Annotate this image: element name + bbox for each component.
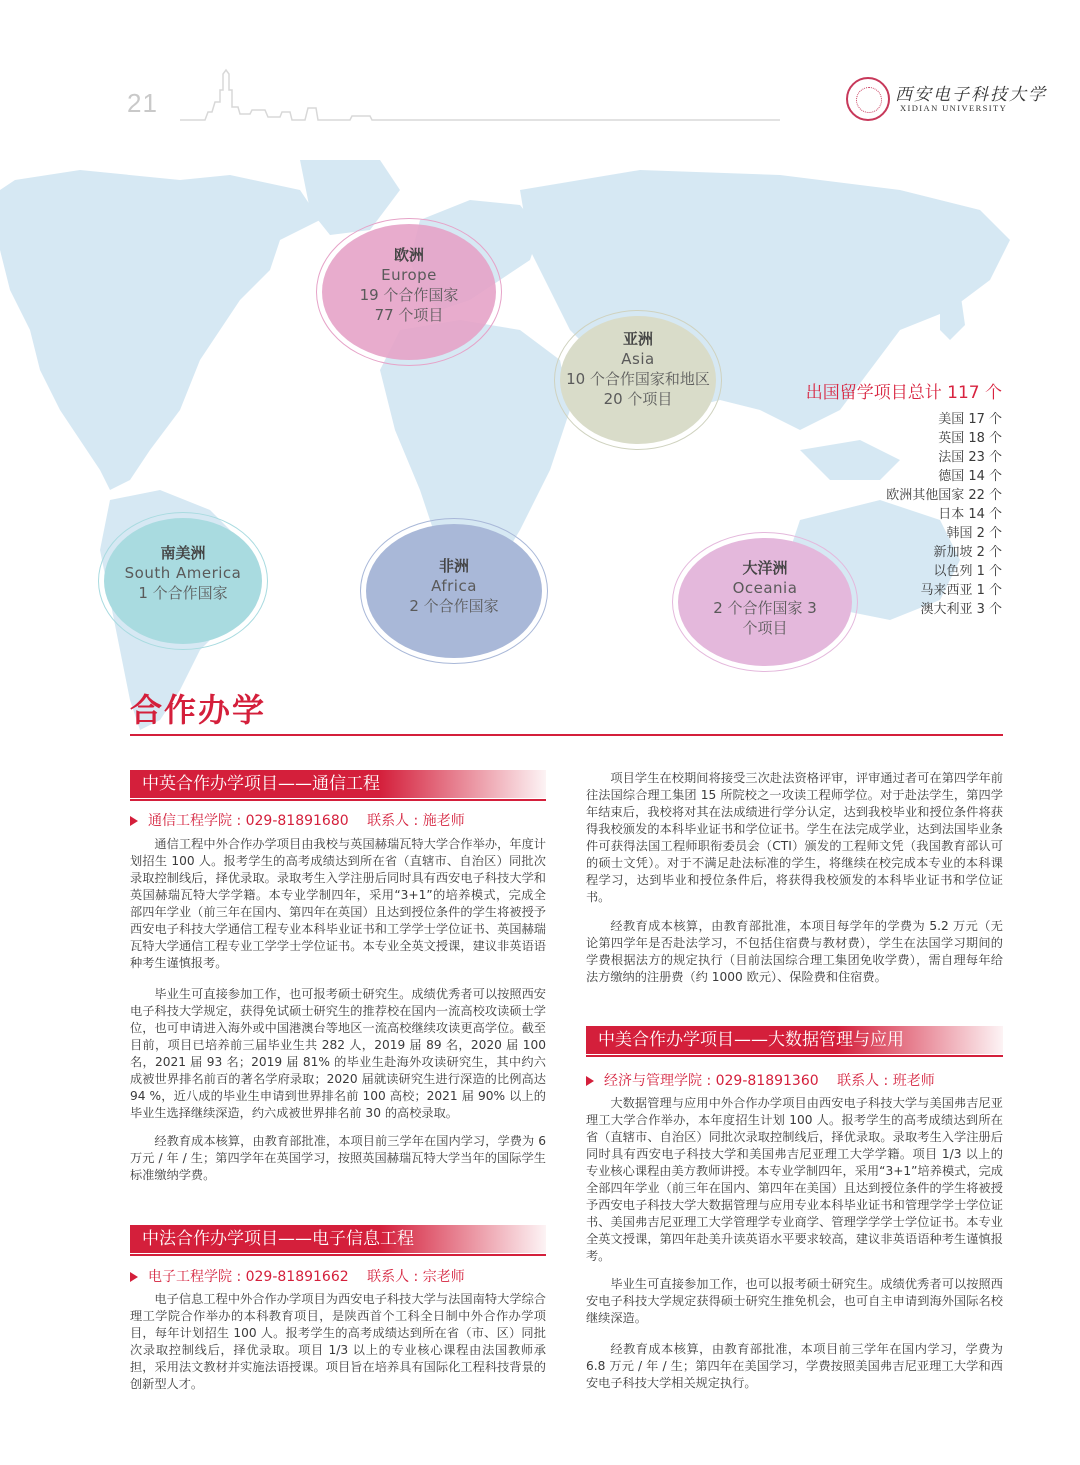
summary-item: 日本 14 个 — [938, 507, 1002, 522]
europe-en: Europe — [381, 266, 437, 284]
program-fr-para-3: 经教育成本核算，由教育部批准，本项目每学年的学费为 5.2 万元（无论第四学年是否赴法学习，不包括住宿费与教材费），学生在法国学习期间的学费根据法方的规定执行（目前法国综合理工集团免收学费），需自理每年给法方缴纳的注册费（约 1000 欧元）、保险费和住宿费。 — [586, 919, 1003, 984]
oceania-title: 大洋洲 — [742, 559, 788, 577]
university-name-cn: 西安电子科技大学 — [895, 85, 1047, 105]
summary-item: 以色列 1 个 — [933, 564, 1002, 579]
program-fr-contact — [130, 1266, 465, 1286]
program-us-title: 中美合作办学项目——大数据管理与应用 — [586, 1026, 1003, 1054]
oceania-countries: 2 个合作国家 3 — [713, 599, 817, 617]
asia-bubble — [554, 310, 722, 450]
south-america-title: 南美洲 — [160, 544, 206, 562]
africa-bubble — [360, 518, 548, 664]
program-uk-title: 中英合作办学项目——通信工程 — [130, 770, 546, 798]
africa-countries: 2 个合作国家 — [409, 597, 499, 615]
program-uk-para-2: 毕业生可直接参加工作，也可报考硕士研究生。成绩优秀者可以按照西安电子科技大学规定，获得免试硕士研究生的推荐校在国内一流高校攻读硕士学位，也可申请进入海外或中国港澳台等地区一流高校继续攻读更高学位。截至目前，项目已培养前三届毕业生共 282 人，2019 届 89 名，2020 届 100 名，2021 届 93 名；2019 届 81% 的毕业生赴海外攻读研究生，其中约六成被世界排名前百的著名学府录取；2020 届就读研究生进行深造的比例高达 94 %，近八成的毕业生申请到世界排名前 100 高校；2021 届 90% 以上的毕业生选择继续深造，约六成被世界排名前 30 的高校录取。 — [130, 987, 546, 1120]
europe-bubble — [316, 218, 502, 366]
program-us-para-3: 经教育成本核算，由教育部批准，本项目前三学年在国内学习，学费为 6.8 万元 / 年 / 生；第四年在美国学习，学费按照美国弗吉尼亚理工大学和西安电子科技大学相关规定执行。 — [586, 1342, 1003, 1390]
europe-projects: 77 个项目 — [374, 306, 444, 324]
program-uk-contact — [130, 810, 465, 830]
summary-item: 马来西亚 1 个 — [920, 583, 1002, 598]
oceania-en: Oceania — [732, 579, 798, 597]
program-fr-underline — [130, 1254, 546, 1256]
program-fr-title: 中法合作办学项目——电子信息工程 — [130, 1225, 546, 1253]
program-us-underline — [586, 1055, 1003, 1057]
program-us-contact — [586, 1070, 935, 1090]
program-uk-contact-text: 通信工程学院 : 029-81891680 联系人 : 施老师 — [148, 813, 465, 829]
program-uk-underline — [130, 799, 546, 801]
program-us-para-1: 大数据管理与应用中外合作办学项目由西安电子科技大学与美国弗吉尼亚理工大学合作举办，本年度招生计划 100 人。报考学生的高考成绩达到所在省（直辖市、自治区）同批次录取控制线后，择优录取。录取考生入学注册后同时具有西安电子科技大学和美国弗吉尼亚理工大学学籍。项目 1/3 以上的专业核心课程由美方教师讲授。本专业学制四年，采用“3+1”培养模式，完成全部四年学业（前三年在国内、第四年在美国）且达到授位条件的学生将被授予西安电子科技大学大数据管理与应用专业本科毕业证书和管理学学士学位证书、美国弗吉尼亚理工大学管理学专业商学、管理学学学士学位证书。本专业全英文授课，第四年赴美升读英语水平要求较高，建议非英语语种考生谨慎报考。 — [586, 1096, 1003, 1263]
summary-item: 新加坡 2 个 — [933, 545, 1002, 560]
asia-title: 亚洲 — [622, 330, 653, 348]
south-america-bubble — [98, 512, 268, 650]
summary-item: 德国 14 个 — [938, 469, 1002, 484]
program-uk-para-1: 通信工程中外合作办学项目由我校与英国赫瑞瓦特大学合作举办，年度计划招生 100 人。报考学生的高考成绩达到所在省（直辖市、自治区）同批次录取控制线后，择优录取。录取考生入学注册后同时具有西安电子科技大学和英国赫瑞瓦特大学学籍。本专业学制四年，采用“3+1”的培养模式，完成全部四年学业（前三年在国内、第四年在英国）且达到授位条件的学生将被授予西安电子科技大学通信工程专业本科毕业证书和工学学士学位证书、英国赫瑞瓦特大学通信工程专业工学学士学位证书。本专业全英文授课，建议非英语语种考生谨慎报考。 — [130, 837, 546, 970]
program-fr-contact-text: 电子工程学院 : 029-81891662 联系人 : 宗老师 — [148, 1269, 465, 1285]
asia-countries: 10 个合作国家和地区 — [566, 370, 710, 388]
summary-list — [790, 410, 1002, 619]
africa-title: 非洲 — [438, 557, 469, 575]
university-name-en: XIDIAN UNIVERSITY — [900, 103, 1008, 113]
south-america-en: South America — [124, 564, 242, 582]
africa-en: Africa — [431, 577, 477, 595]
program-fr-para-1: 电子信息工程中外合作办学项目为西安电子科技大学与法国南特大学综合理工学院合作举办的本科教育项目，是陕西首个工科全日制中外合作办学项目，每年计划招生 100 人。报考学生的高考成绩达到所在省（市、区）同批次录取控制线后，择优录取。项目 1/3 以上的专业核心课程由法国教师承担，采用法文教材并实施法语授课。项目旨在培养具有国际化工程科技背景的创新型人才。 — [130, 1292, 546, 1391]
page-number: 21 — [127, 88, 158, 118]
triangle-arrow-icon — [586, 1076, 594, 1086]
south-america-countries: 1 个合作国家 — [138, 584, 228, 602]
summary-item: 韩国 2 个 — [946, 526, 1002, 541]
europe-countries: 19 个合作国家 — [359, 286, 459, 304]
university-seal-logo — [846, 77, 890, 121]
asia-projects: 20 个项目 — [603, 390, 673, 408]
europe-title: 欧洲 — [393, 246, 424, 264]
summary-title: 出国留学项目总计 117 个 — [805, 383, 1002, 403]
skyline-decoration — [120, 62, 780, 122]
summary-item: 英国 18 个 — [938, 431, 1002, 446]
section-divider — [130, 734, 1003, 736]
asia-en: Asia — [621, 350, 655, 368]
program-uk-para-3: 经教育成本核算，由教育部批准，本项目前三学年在国内学习，学费为 6 万元 / 年 / 生；第四学年在英国学习，按照英国赫瑞瓦特大学当年的国际学生标准缴纳学费。 — [130, 1134, 546, 1182]
oceania-projects: 个项目 — [742, 619, 788, 637]
program-fr-para-2: 项目学生在校期间将接受三次赴法资格评审，评审通过者可在第四学年前往法国综合理工集团 15 所院校之一攻读工程师学位。对于赴法学生，第四学年结束后，我校将对其在法成绩进行学分认定，达到我校毕业和授位条件将获得我校颁发的本科毕业证书和学位证书。学生在法完成学业，达到法国毕业条件可获得法国工程师职衔委员会（CTI）颁发的工程师文凭（我国教育部认可的硕士文凭）。对于不满足赴法标准的学生，将继续在校完成本专业的本科课程学习，达到毕业和授位条件后，将获得我校颁发的本科毕业证书和学位证书。 — [586, 771, 1003, 904]
program-us-contact-text: 经济与管理学院 : 029-81891360 联系人 : 班老师 — [604, 1073, 935, 1089]
section-title: 合作办学 — [130, 691, 267, 729]
summary-item: 澳大利亚 3 个 — [920, 602, 1002, 617]
summary-item: 法国 23 个 — [938, 450, 1002, 465]
triangle-arrow-icon — [130, 816, 138, 826]
summary-item: 欧洲其他国家 22 个 — [886, 488, 1002, 503]
triangle-arrow-icon — [130, 1272, 138, 1282]
program-us-para-2: 毕业生可直接参加工作，也可以报考硕士研究生。成绩优秀者可以按照西安电子科技大学规定获得硕士研究生推免机会，也可自主申请到海外国际名校继续深造。 — [586, 1277, 1003, 1325]
summary-item: 美国 17 个 — [938, 412, 1002, 427]
